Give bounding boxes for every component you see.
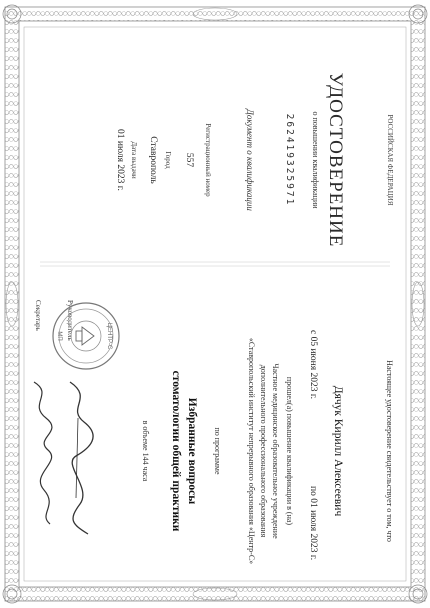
organization-line-1: Частное медицинское образовательное учреждение: [271, 363, 280, 539]
organization-line-3: «Ставропольский институт непрерывного образования «Центр-С»: [247, 337, 256, 565]
registration-label: Регистрационный номер: [204, 123, 212, 197]
date-to: по 01 июля 2023 г.: [308, 486, 318, 561]
issue-date: 01 июля 2023 г.: [115, 129, 125, 191]
intro-text: Настоящее удостоверение свидетельствует о том, что: [385, 360, 394, 542]
director-label: Руководитель: [66, 300, 74, 341]
recipient-name: Дячук Кирилл Алексеевич: [332, 385, 344, 517]
document-type: Документ о квалификации: [245, 109, 255, 211]
program-name-line-1: Избранные вопросы: [186, 397, 198, 505]
program-volume: в объеме 144 часа: [141, 420, 150, 482]
passed-text: прошел(а) повышение квалификации в (на): [285, 376, 294, 526]
registration-number: 557: [184, 152, 194, 168]
city-label: Город: [164, 151, 172, 169]
program-name-line-2: стоматологии общей практики: [170, 370, 182, 532]
program-label: по программе: [213, 427, 222, 475]
director-signature: [60, 378, 100, 538]
city-value: Ставрополь: [148, 136, 158, 184]
date-from: с 05 июня 2023 г.: [308, 330, 318, 400]
issue-date-label: Дата выдачи: [130, 141, 138, 179]
secretary-label: Секретарь: [34, 300, 42, 331]
official-stamp-icon: [50, 300, 122, 372]
secretary-signature: [24, 378, 58, 528]
stamp-text: ЦЕНТР-С: [106, 322, 112, 350]
country-label: РОССИЙСКАЯ ФЕДЕРАЦИЯ: [386, 114, 394, 206]
stamp-subtext: МП: [56, 331, 62, 341]
document-subtitle: о повышении квалификации: [311, 111, 320, 209]
organization-line-2: дополнительного профессионального образования: [259, 364, 268, 538]
certificate-number: 262419325971: [284, 113, 295, 207]
document-title: УДОСТОВЕРЕНИЕ: [325, 72, 346, 248]
